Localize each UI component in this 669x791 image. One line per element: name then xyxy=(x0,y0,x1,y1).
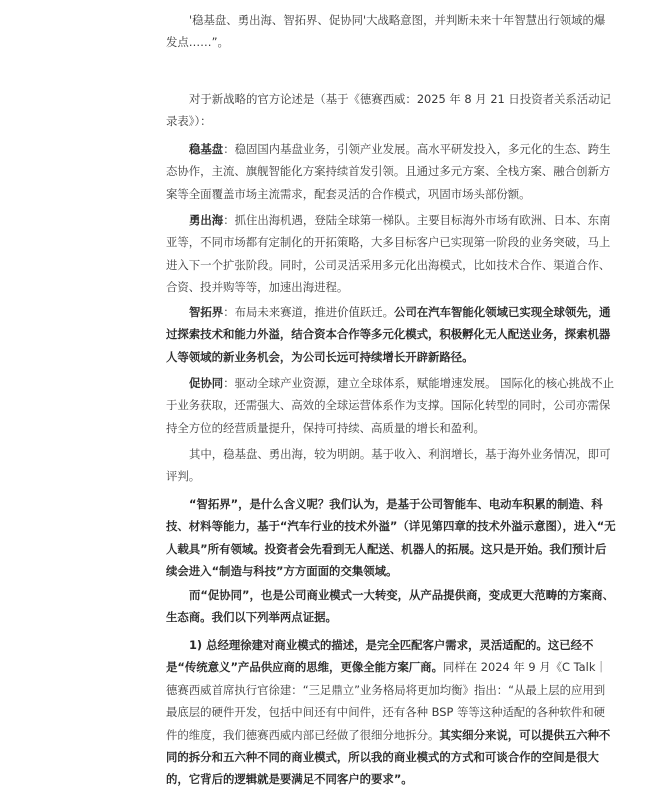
yong-chu-hai-text: ：抓住出海机遇，登陆全球第一梯队。主要目标海外市场有欧洲、日本、东南亚等，不同市场都有定制化的开拓策略，大多目标客户已实现第一阶段的业务突破，马上进入下一个扩张阶段。同时，公司灵活采用多元化出海模式，比如技术合作、渠道合作、合资、投并购等等，加速出海进程。 xyxy=(166,213,611,295)
cu-xie-tong-text: ：驱动全球产业资源，建立全球体系，赋能增速发展。 国际化的核心挑战不止于业务获取，还需强大、高效的全球运营体系作为支撑。国际化转型的同时，公司亦需保持全方位的经营质量提升，保持可持续、高质量的增长和盈利。 xyxy=(166,376,615,435)
evidence-normal-text: 同样在 2024 年 9 月《C Talk｜德赛西威首席执行官徐建：“三足鼎立”业务格局将更加均衡》指出：“从最上层的应用到最底层的硬件开发，包括中间还有中间件，还有各种 BSP 等等这种适配的各种软件和硬件的维度，我们德赛西威内部已经做了很细分地拆分。 xyxy=(166,660,607,742)
evidence-bold-text-1: 1) 总经理徐建对商业模式的描述，是完全匹配客户需求，灵活适配的。这已经不是“传统意义”产品供应商的思维，更像全能方案厂商。 xyxy=(166,638,594,675)
official-statement-text: 对于新战略的官方论述是（基于《德赛西威：2025 年 8 月 21 日投资者关系活动记录表》）： xyxy=(166,92,611,129)
intro-text: '稳基盘、勇出海、智拓界、促协同'大战略意图，并判断未来十年智慧出行领域的爆发点……”。 xyxy=(166,13,606,50)
among-text: 其中，稳基盘、勇出海，较为明朗。基于收入、利润增长，基于海外业务情况，即可评判。 xyxy=(166,447,611,484)
wen-ji-pan-paragraph xyxy=(166,138,616,205)
official-statement-paragraph xyxy=(166,88,616,133)
cu-xie-tong-paragraph xyxy=(166,372,616,439)
cu-xie-tong-label: 促协同 xyxy=(189,376,224,390)
transform-text: 而“促协同”，也是公司商业模式一大转变，从产品提供商，变成更大范畴的方案商、生态商。我们以下列举两点证据。 xyxy=(166,588,615,625)
evidence-bold-text-2: 其实细分来说，可以提供五六种不同的拆分和五六种不同的商业模式，所以我的商业模式的方式和可谈合作的空间是很大的，它背后的逻辑就是要满足不同客户的要求”。 xyxy=(166,727,611,787)
yong-chu-hai-label: 勇出海 xyxy=(189,213,224,227)
intro-paragraph xyxy=(166,9,616,54)
meaning-paragraph xyxy=(166,493,616,583)
yong-chu-hai-paragraph xyxy=(166,209,616,299)
wen-ji-pan-text: ：稳固国内基盘业务，引领产业发展。高水平研发投入，多元化的生态、跨生态协作，主流、旗舰智能化方案持续首发引领。且通过多元方案、全栈方案、融合创新方案等全面覆盖市场主流需求，配套灵活的合作模式，巩固市场头部份额。 xyxy=(166,142,611,201)
transform-paragraph xyxy=(166,584,616,629)
zhi-tuo-jie-text: ：布局未来赛道，推进价值跃迁。 xyxy=(223,305,395,319)
zhi-tuo-jie-bold-text: 公司在汽车智能化领域已实现全球领先，通过探索技术和能力外溢，结合资本合作等多元化模式，积极孵化无人配送业务，探索机器人等领域的新业务机会，为公司长远可持续增长开辟新路径。 xyxy=(166,305,611,364)
zhi-tuo-jie-paragraph xyxy=(166,301,616,368)
evidence-paragraph xyxy=(166,634,616,791)
wen-ji-pan-label: 稳基盘 xyxy=(189,142,224,156)
meaning-text: “智拓界”，是什么含义呢？我们认为，是基于公司智能车、电动车积累的制造、科技、材料等能力，基于“汽车行业的技术外溢”（详见第四章的技术外溢示意图），进入“无人载具”所有领域。投资者会先看到无人配送、机器人的拓展。这只是开始。我们预计后续会进入“制造与科技”方方面面的交集领域。 xyxy=(166,497,616,579)
among-paragraph xyxy=(166,443,616,488)
zhi-tuo-jie-label: 智拓界 xyxy=(189,305,224,319)
